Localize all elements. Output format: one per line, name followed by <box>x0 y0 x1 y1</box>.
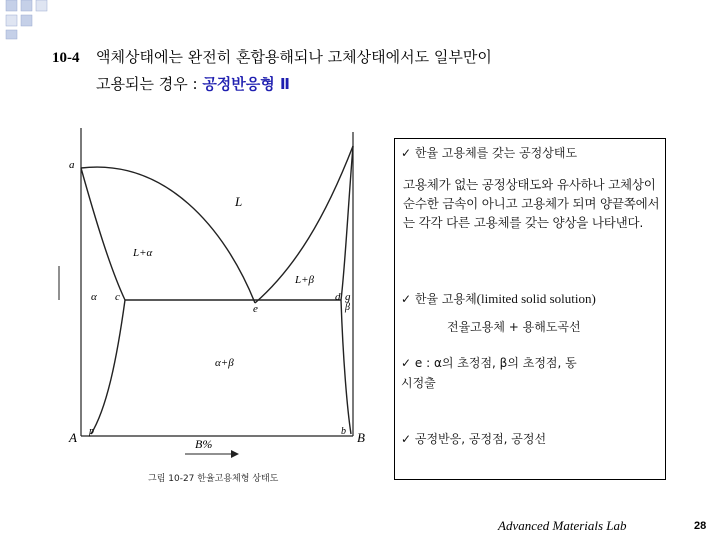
label-beta: β <box>345 302 350 313</box>
label-B-percent: B% <box>195 437 213 451</box>
point-4 <box>401 429 546 449</box>
point-3 <box>401 353 577 373</box>
page-number: 28 <box>694 520 707 532</box>
check-icon: ✓ <box>401 146 412 160</box>
point-1-text: 한율 고용체를 갖는 공정상태도 <box>414 146 578 160</box>
decorative-squares <box>0 0 60 40</box>
point-2-line-2: 전율고용체 + 용해도곡선 <box>447 320 581 334</box>
solidus-right <box>341 146 353 300</box>
label-alpha-plus-beta: α+β <box>215 357 234 369</box>
label-alpha: α <box>91 291 97 303</box>
label-p: p <box>89 426 94 437</box>
point-2-korean: 한율 고용체 <box>414 292 477 306</box>
label-L-plus-alpha: L+α <box>133 247 153 259</box>
footer-lab-name: Advanced Materials Lab <box>498 518 627 533</box>
label-d: d <box>335 291 341 303</box>
label-e: e <box>253 303 258 315</box>
check-icon: ✓ <box>401 292 412 306</box>
phase-diagram <box>55 128 375 468</box>
section-number: 10-4 <box>52 50 80 66</box>
slide-title <box>52 44 492 97</box>
liquidus-left <box>81 167 255 303</box>
label-B: B <box>357 430 365 445</box>
point-1 <box>401 143 577 163</box>
solidus-left <box>81 168 125 300</box>
label-a: a <box>69 159 75 171</box>
point-3-text: e : α의 초정점, β의 초정점, 동 <box>414 356 577 370</box>
title-line-2-prefix: 고용되는 경우 : <box>96 75 203 93</box>
label-b: b <box>341 426 346 437</box>
point-4-text: 공정반응, 공정점, 공정선 <box>414 432 547 446</box>
label-A: A <box>69 430 77 445</box>
composition-arrowhead <box>231 450 239 458</box>
label-g: g <box>345 291 351 303</box>
point-2 <box>401 289 596 309</box>
title-line-1: 액체상태에는 완전히 혼합용해되나 고체상태에서도 일부만이 <box>96 48 492 66</box>
point-2-english: (limited solid solution) <box>476 291 596 306</box>
check-icon: ✓ <box>401 432 412 446</box>
label-L-plus-beta: L+β <box>295 274 315 286</box>
point-3-line-2: 시정출 <box>401 376 436 390</box>
figure-caption: 그림 10-27 한율고용체형 상태도 <box>148 474 279 484</box>
solvus-right <box>341 300 351 434</box>
label-c: c <box>115 291 120 303</box>
solvus-left <box>91 300 125 434</box>
check-icon: ✓ <box>401 356 412 370</box>
info-box <box>394 138 666 480</box>
description-paragraph: 고용체가 없는 공정상태도와 유사하나 고체상이 순수한 금속이 아니고 고용체가 되며 양끝쪽에서는 각각 다른 고용체를 갖는 양상을 나타낸다. <box>403 177 660 230</box>
label-L: L <box>235 194 243 209</box>
title-emphasis: 공정반응형 Ⅱ <box>202 75 290 93</box>
